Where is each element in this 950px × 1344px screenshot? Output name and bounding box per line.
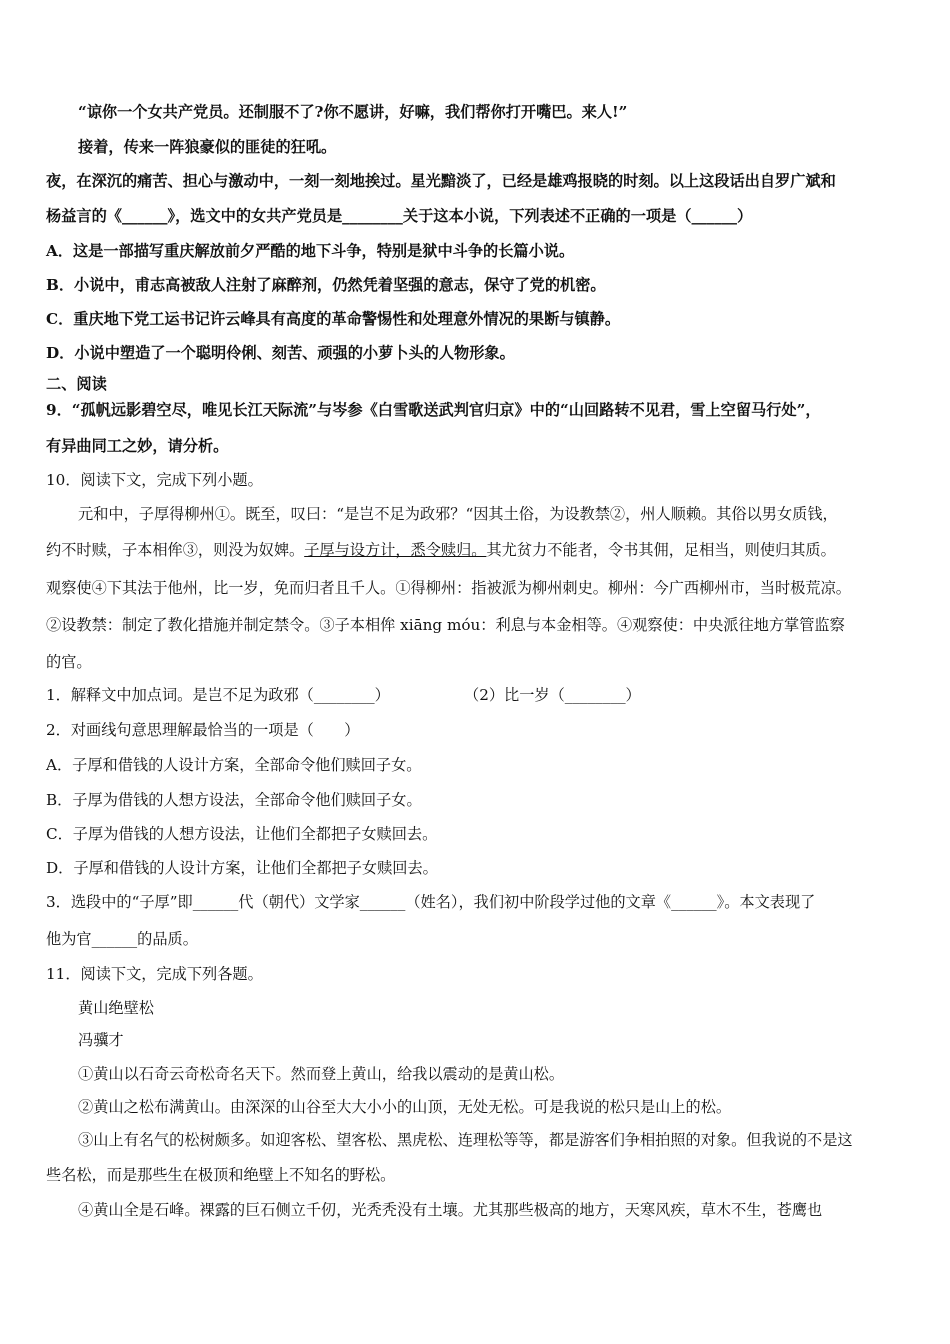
q10-sub2-option-c: C．子厚为借钱的人想方设法，让他们全都把子女赎回去。	[46, 825, 438, 843]
q10-passage-line2	[46, 539, 836, 561]
quote-line: “谅你一个女共产党员。还制服不了?你不愿讲，好嘛，我们帮你打开嘴巴。来人!”	[78, 103, 628, 121]
q11-para2: ②黄山之松布满黄山。由深深的山谷至大大小小的山顶，无处无松。可是我说的松只是山上的松。	[78, 1098, 732, 1116]
q11-para1: ①黄山以石奇云奇松奇名天下。然而登上黄山，给我以震动的是黄山松。	[78, 1065, 564, 1083]
q10-sub3-line2: 他为官______的品质。	[46, 930, 198, 948]
q10-passage-line1: 元和中，子厚得柳州①。既至，叹曰：“是岂不足为政邪？“因其土俗，为设教禁②，州人顺赖。其俗以男女质钱，	[78, 505, 838, 523]
q8-option-d: D．小说中塑造了一个聪明伶俐、刻苦、顽强的小萝卜头的人物形象。	[46, 344, 515, 362]
q9-line2: 有异曲同工之妙，请分析。	[46, 437, 229, 455]
q10-passage-line4: ②设教禁：制定了教化措施并制定禁令。③子本相侔 xiāng móu：利息与本金相等。④观察使：中央派往地方掌管监察	[46, 616, 845, 634]
q8-option-c: C．重庆地下党工运书记许云峰具有高度的革命警惕性和处理意外情况的果断与镇静。	[46, 310, 621, 328]
q8-option-b: B．小说中，甫志高被敌人注射了麻醉剂，仍然凭着坚强的意志，保守了党的机密。	[46, 276, 606, 294]
q11-para3-cont: 些名松，而是那些生在极顶和绝壁上不知名的野松。	[46, 1166, 396, 1184]
q11-para4: ④黄山全是石峰。裸露的巨石侧立千仞，光秃秃没有土壤。尤其那些极高的地方，天寒风疾，草木不生，苍鹰也	[78, 1201, 823, 1219]
q10-sub2-option-b: B．子厚为借钱的人想方设法，全部命令他们赎回子女。	[46, 791, 422, 809]
q11-title: 黄山绝壁松	[78, 999, 154, 1017]
roar-line: 接着，传来一阵狼豪似的匪徒的狂吼。	[78, 138, 337, 156]
q10-passage-line5: 的官。	[46, 653, 92, 671]
q10-sub2-option-d: D．子厚和借钱的人设计方案，让他们全都把子女赎回去。	[46, 859, 438, 877]
underlined-sentence: 子厚与设方计，悉令赎归。	[304, 541, 487, 559]
q11-intro: 11．阅读下文，完成下列各题。	[46, 965, 263, 983]
q11-author: 冯骥才	[78, 1031, 124, 1049]
passage-text: 其尤贫力不能者，令书其佣，足相当，则使归其质。	[486, 541, 836, 559]
q10-sub2: 2．对画线句意思理解最恰当的一项是（ ）	[46, 721, 360, 739]
q10-sub1-part1: 1．解释文中加点词。是岂不足为政邪（________）	[46, 686, 390, 704]
q10-sub1-part2: （2）比一岁（________）	[464, 686, 641, 704]
section-heading: 二、阅读	[46, 375, 107, 393]
passage-text: 约不时赎，子本相侔③，则没为奴婢。	[46, 541, 305, 559]
q10-sub3-line1: 3．选段中的“子厚”即______代（朝代）文学家______（姓名），我们初中阶段学过他的文章《______》。本文表现了	[46, 893, 816, 911]
night-line: 夜，在深沉的痛苦、担心与激动中，一刻一刻地挨过。星光黯淡了，已经是雄鸡报晓的时刻。以上这段话出自罗广斌和	[46, 172, 836, 190]
q10-passage-line3: 观察使④下其法于他州，比一岁，免而归者且千人。①得柳州：指被派为柳州刺史。柳州：今广西柳州市，当时极荒凉。	[46, 579, 851, 597]
q8-option-a: A．这是一部描写重庆解放前夕严酷的地下斗争，特别是狱中斗争的长篇小说。	[46, 242, 575, 260]
q10-sub2-option-a: A．子厚和借钱的人设计方案，全部命令他们赎回子女。	[46, 756, 422, 774]
q11-para3: ③山上有名气的松树颇多。如迎客松、望客松、黑虎松、连理松等等，都是游客们争相拍照的对象。但我说的不是这	[78, 1131, 853, 1149]
q9-line1: 9．“孤帆远影碧空尽，唯见长江天际流”与岑参《白雪歌送武判官归京》中的“山回路转不见君，雪上空留马行处”，	[46, 401, 821, 419]
q8-question: 杨益言的《______》，选文中的女共产党员是________关于这本小说，下列表述不正确的一项是（______）	[46, 207, 753, 225]
q10-intro: 10．阅读下文，完成下列小题。	[46, 471, 263, 489]
